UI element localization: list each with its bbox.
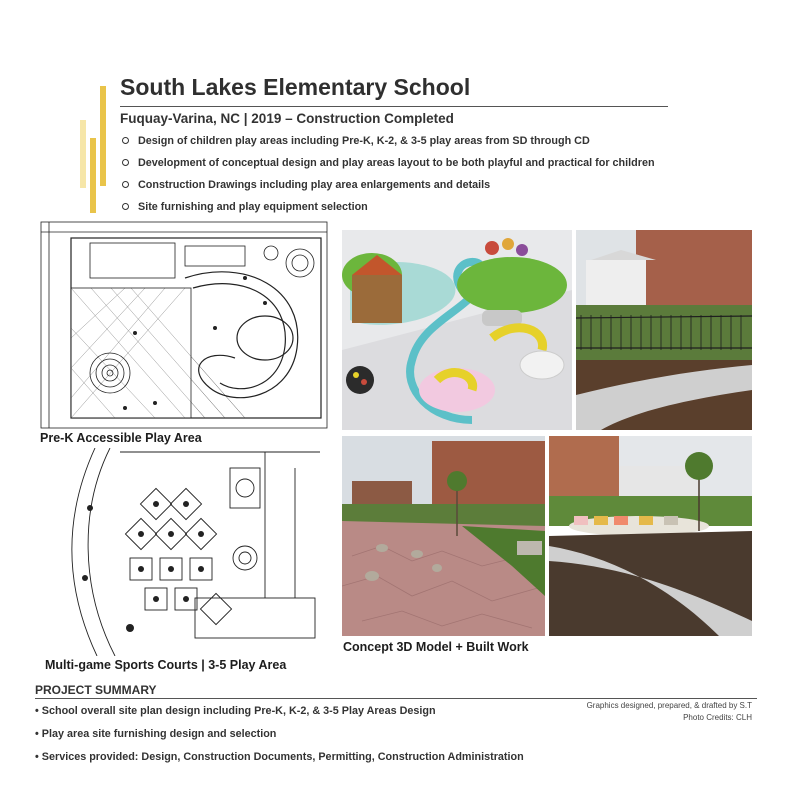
accent-bar-1 [80,120,86,188]
summary-item: • Play area site furnishing design and selection [35,728,277,740]
summary-divider [35,698,757,699]
courts-caption: Multi-game Sports Courts | 3-5 Play Area [45,658,287,672]
summary-list [35,704,524,773]
scope-bullet: Design of children play areas including Pre-K, K-2, & 3-5 play areas from SD through CD [120,134,655,156]
bullet-ring-icon [122,137,129,144]
project-subtitle: Fuquay-Varina, NC | 2019 – Construction Completed [120,111,454,126]
scope-bullet: Site furnishing and play equipment selection [120,200,655,222]
credit-line: Photo Credits: CLH [683,713,752,722]
accent-bar-2 [90,138,96,213]
summary-item: • School overall site plan design including Pre-K, K-2, & 3-5 Play Areas Design [35,705,436,717]
bullet-ring-icon [122,203,129,210]
model-caption: Concept 3D Model + Built Work [343,640,529,654]
title-divider [120,106,668,107]
summary-heading: PROJECT SUMMARY [35,683,157,697]
bullet-ring-icon [122,159,129,166]
concept-3d-model-render [342,230,572,430]
page-title: South Lakes Elementary School [120,74,471,100]
prek-caption: Pre-K Accessible Play Area [40,431,202,445]
bullet-ring-icon [122,181,129,188]
scope-bullet-list [120,134,655,222]
summary-item: • Services provided: Design, Construction Documents, Permitting, Construction Administration [35,751,524,763]
scope-bullet: Development of conceptual design and play areas layout to be both playful and practical for children [120,156,655,178]
sports-courts-plan-drawing [35,448,333,656]
built-work-photo-seating [549,436,752,636]
credits [587,700,752,724]
accent-bar-3 [100,86,106,186]
prek-site-plan-drawing [35,218,333,432]
built-work-photo-fence [576,230,752,430]
credit-line: Graphics designed, prepared, & drafted by S.T [586,701,752,710]
built-work-photo-plaza [342,436,545,636]
scope-bullet: Construction Drawings including play area enlargements and details [120,178,655,200]
